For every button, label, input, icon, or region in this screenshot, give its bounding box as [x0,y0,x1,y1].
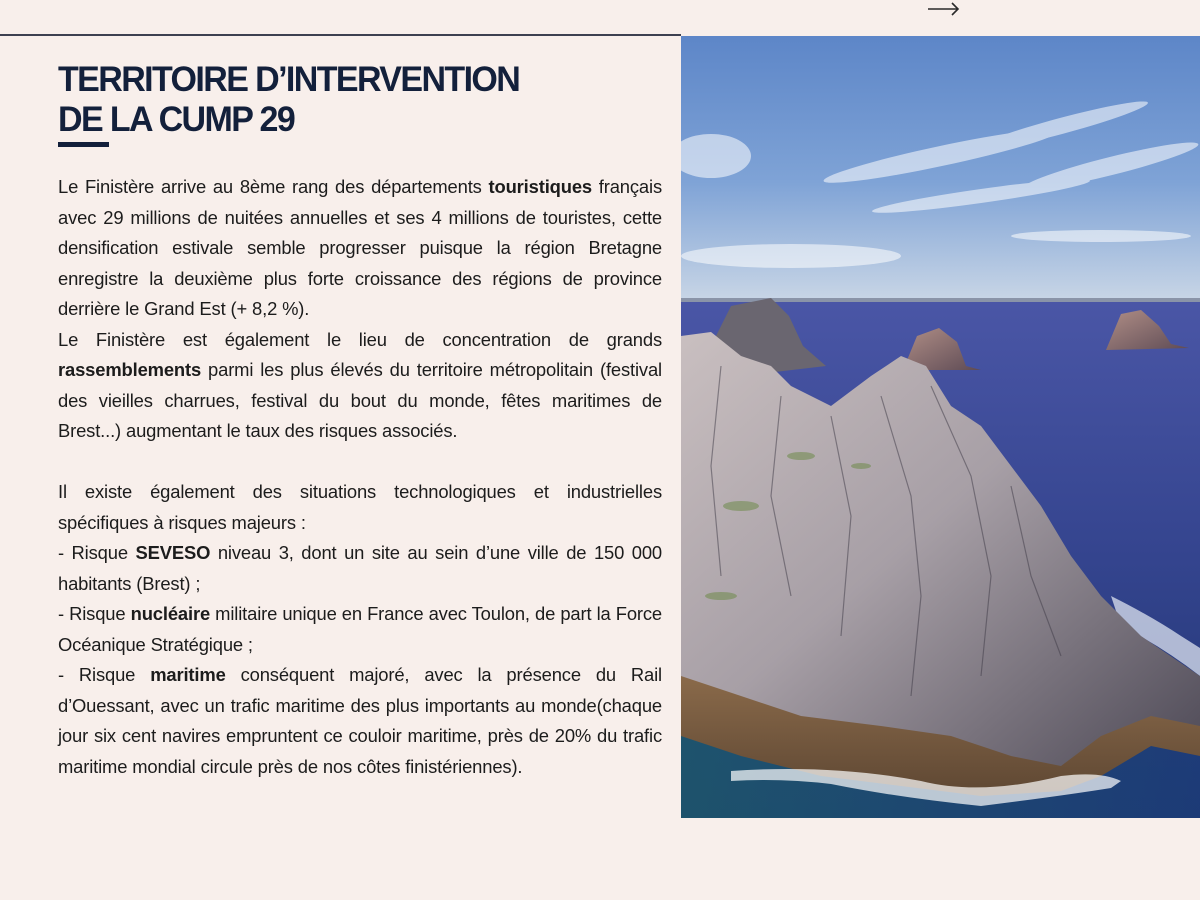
body-text [58,172,662,782]
emphasis-touristiques: touristiques [488,176,592,197]
risk-item-seveso [58,538,662,599]
risk-item-maritime [58,660,662,782]
paragraph-industrial-intro: Il existe également des situations technologiques et industrielles spécifiques à risques majeurs : [58,481,662,533]
header-divider [0,34,681,36]
text-span: conséquent majoré, avec la présence du Rail d’Ouessant, avec un trafic maritime des plus importants au monde(chaque jour six cent navires empruntent ce couloir maritime, près de 20% du trafic maritime mondial circule près de nos côtes finistériennes). [58,664,662,777]
text-span: militaire unique en France avec Toulon, de part la Force Océanique Stratégique ; [58,603,662,655]
text-span: - Risque [58,664,151,685]
page-title-line-1: TERRITOIRE D’INTERVENTION [58,60,520,100]
text-span: - Risque [58,542,136,563]
title-accent-bar [58,142,109,147]
text-span: Le Finistère arrive au 8ème rang des départements [58,176,489,197]
page-title [58,60,519,140]
text-span: français avec 29 millions de nuitées annuelles et ses 4 millions de touristes, cette densification estivale semble progresser puisque la région Bretagne enregistre la deuxième plus forte croissance des régions de province derrière le Grand Est (+ 8,2 %). [58,176,662,319]
paragraph-gatherings [58,325,662,447]
emphasis-maritime: maritime [150,664,226,685]
text-span: - Risque [58,603,131,624]
paragraph-tourism [58,172,662,325]
arrow-right-icon [926,0,962,18]
paragraph-spacer [58,447,662,478]
emphasis-nucleaire: nucléaire [130,603,211,624]
next-page-button[interactable] [926,0,962,18]
coastal-rocks-photo [681,36,1200,818]
text-span: niveau 3, dont un site au sein d’une ville de 150 000 habitants (Brest) ; [58,542,662,594]
text-span: Le Finistère est également le lieu de concentration de grands [58,328,662,350]
risk-item-nuclear [58,599,662,660]
emphasis-seveso: SEVESO [135,542,211,563]
seascape-illustration [681,36,1200,818]
text-span: parmi les plus élevés du territoire métropolitain (festival des vieilles charrues, festival du bout du monde, fêtes maritimes de Brest...) augmentant le taux des risques associés. [58,359,662,441]
emphasis-rassemblements: rassemblements [58,359,202,380]
page-title-line-2: DE LA CUMP 29 [58,100,295,140]
